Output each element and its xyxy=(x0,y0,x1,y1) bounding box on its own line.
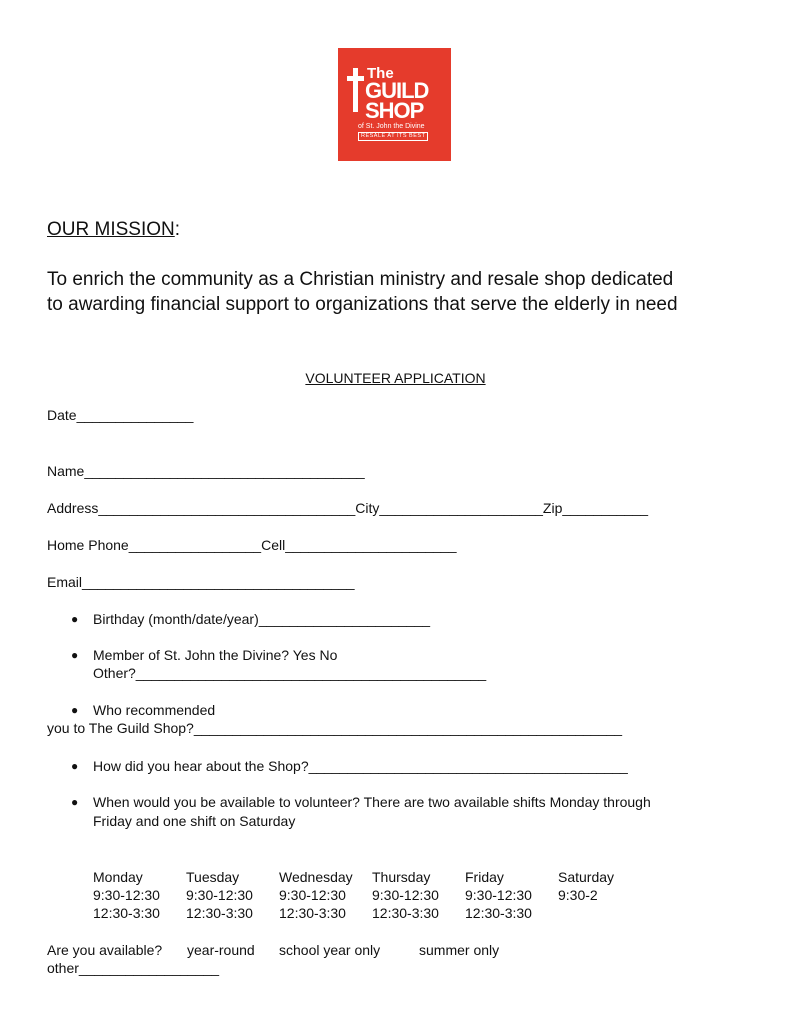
schedule-column-monday xyxy=(93,868,160,922)
schedule-shift-1: 9:30-12:30 xyxy=(93,887,160,903)
available-question-line-2: Friday and one shift on Saturday xyxy=(93,813,296,829)
schedule-shift-2: 12:30-3:30 xyxy=(93,905,160,921)
mission-line-1: To enrich the community as a Christian ministry and resale shop dedicated xyxy=(47,269,674,290)
schedule-column-friday xyxy=(465,868,532,922)
logo-line-2: GUILD xyxy=(365,78,429,103)
schedule-shift-1: 9:30-12:30 xyxy=(372,887,439,903)
mission-heading-colon: : xyxy=(174,219,181,240)
bullet-icon: ● xyxy=(71,703,79,717)
schedule-shift-1: 9:30-12:30 xyxy=(279,887,346,903)
availability-other-field[interactable]: other__________________ xyxy=(47,960,220,976)
email-field[interactable]: Email___________________________________ xyxy=(47,574,355,590)
schedule-day: Friday xyxy=(465,869,504,885)
birthday-field[interactable]: Birthday (month/date/year)______________________ xyxy=(93,611,431,627)
form-title: VOLUNTEER APPLICATION xyxy=(305,370,486,386)
phone-field[interactable]: Home Phone_________________Cell______________________ xyxy=(47,537,457,553)
bullet-icon: ● xyxy=(71,648,79,662)
bullet-icon: ● xyxy=(71,612,79,626)
name-field[interactable]: Name____________________________________ xyxy=(47,463,365,479)
recommended-field[interactable]: you to The Guild Shop?_______________________________________________________ xyxy=(47,720,623,736)
available-question-line-1: When would you be available to volunteer? There are two available shifts Monday through xyxy=(93,794,651,810)
logo-tagline: RESALE AT ITS BEST xyxy=(358,132,428,141)
availability-option-year-round[interactable]: year-round xyxy=(187,942,255,958)
mission-line-2: to awarding financial support to organizations that serve the elderly in need xyxy=(47,294,678,315)
cross-icon xyxy=(353,68,358,112)
date-field[interactable]: Date_______________ xyxy=(47,407,194,423)
schedule-day: Tuesday xyxy=(186,869,240,885)
schedule-shift-2: 12:30-3:30 xyxy=(279,905,346,921)
bullet-icon: ● xyxy=(71,759,79,773)
availability-option-summer[interactable]: summer only xyxy=(419,942,500,958)
schedule-shift-2: 12:30-3:30 xyxy=(372,905,439,921)
schedule-shift-2: 12:30-3:30 xyxy=(186,905,253,921)
mission-heading-text: OUR MISSION xyxy=(47,219,175,240)
schedule-column-thursday xyxy=(372,868,439,922)
schedule-day: Saturday xyxy=(558,869,615,885)
mission-heading xyxy=(47,219,180,241)
schedule-shift-1: 9:30-2 xyxy=(558,887,598,903)
member-other-field[interactable]: Other?_____________________________________________ xyxy=(93,665,487,681)
heard-field[interactable]: How did you hear about the Shop?_________________________________________ xyxy=(93,758,628,774)
bullet-icon: ● xyxy=(71,795,79,809)
schedule-shift-2: 12:30-3:30 xyxy=(465,905,532,921)
schedule-shift-1: 9:30-12:30 xyxy=(465,887,532,903)
schedule-column-saturday xyxy=(558,868,614,904)
availability-question: Are you available? xyxy=(47,942,163,958)
logo-subtitle: of St. John the Divine xyxy=(358,123,425,130)
logo-line-3: SHOP xyxy=(365,98,424,123)
mission-statement xyxy=(47,267,678,317)
address-field[interactable]: Address_________________________________City_____________________Zip___________ xyxy=(47,500,649,516)
schedule-day: Monday xyxy=(93,869,143,885)
schedule-shift-1: 9:30-12:30 xyxy=(186,887,253,903)
cross-icon-bar xyxy=(347,76,364,81)
logo-line-1: The xyxy=(367,65,394,82)
guild-shop-logo xyxy=(338,48,451,161)
schedule-day: Wednesday xyxy=(279,869,353,885)
recommended-label: Who recommended xyxy=(93,702,216,718)
schedule-column-wednesday xyxy=(279,868,353,922)
availability-option-school-year[interactable]: school year only xyxy=(279,942,381,958)
member-question: Member of St. John the Divine? Yes No xyxy=(93,647,338,663)
schedule-column-tuesday xyxy=(186,868,253,922)
schedule-day: Thursday xyxy=(372,869,431,885)
